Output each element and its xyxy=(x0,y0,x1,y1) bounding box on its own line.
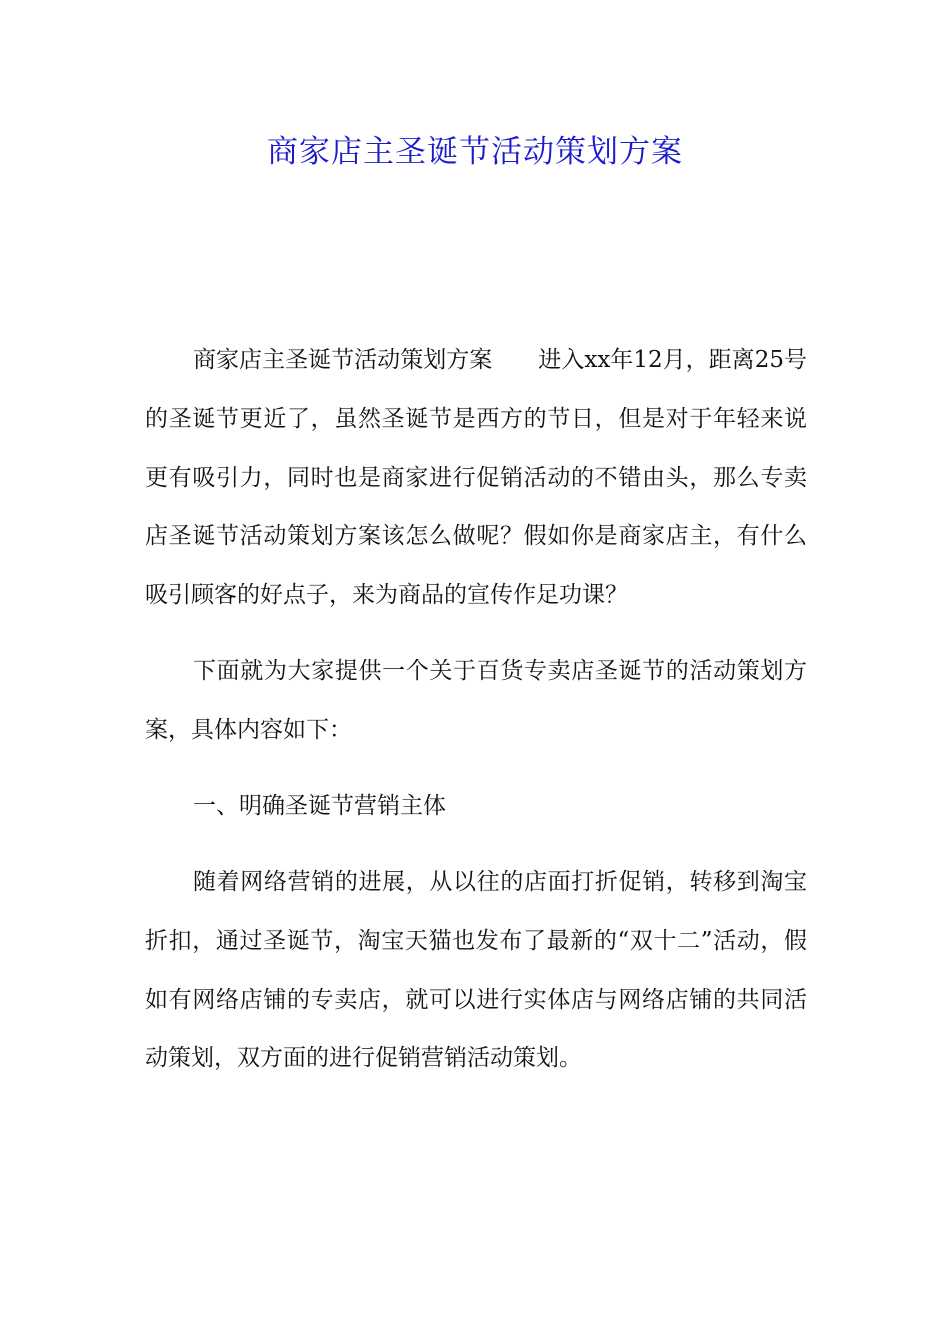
paragraph-1-text: 进入xx年12月，距离25号的圣诞节更近了，虽然圣诞节是西方的节日，但是对于年轻来说更有吸引力，同时也是商家进行促销活动的不错由头，那么专卖店圣诞节活动策划方案该怎么做呢？假如你是商家店主，有什么吸引顾客的好点子，来为商品的宣传作足功课？ xyxy=(145,347,807,609)
paragraph-3: 随着网络营销的进展，从以往的店面打折促销，转移到淘宝折扣，通过圣诞节，淘宝天猫也发布了最新的“双十二”活动，假如有网络店铺的专卖店，就可以进行实体店与网络店铺的共同活动策划，双方面的进行促销营销活动策划。 xyxy=(145,868,807,1072)
paragraph-intro xyxy=(145,331,807,625)
document-body xyxy=(145,331,807,1088)
intro-heading: 商家店主圣诞节活动策划方案 xyxy=(193,347,493,373)
document-title: 商家店主圣诞节活动策划方案 xyxy=(267,134,683,170)
paragraph-2: 下面就为大家提供一个关于百货专卖店圣诞节的活动策划方案，具体内容如下： xyxy=(145,658,807,743)
section-heading-1: 一、明确圣诞节营销主体 xyxy=(193,792,446,819)
